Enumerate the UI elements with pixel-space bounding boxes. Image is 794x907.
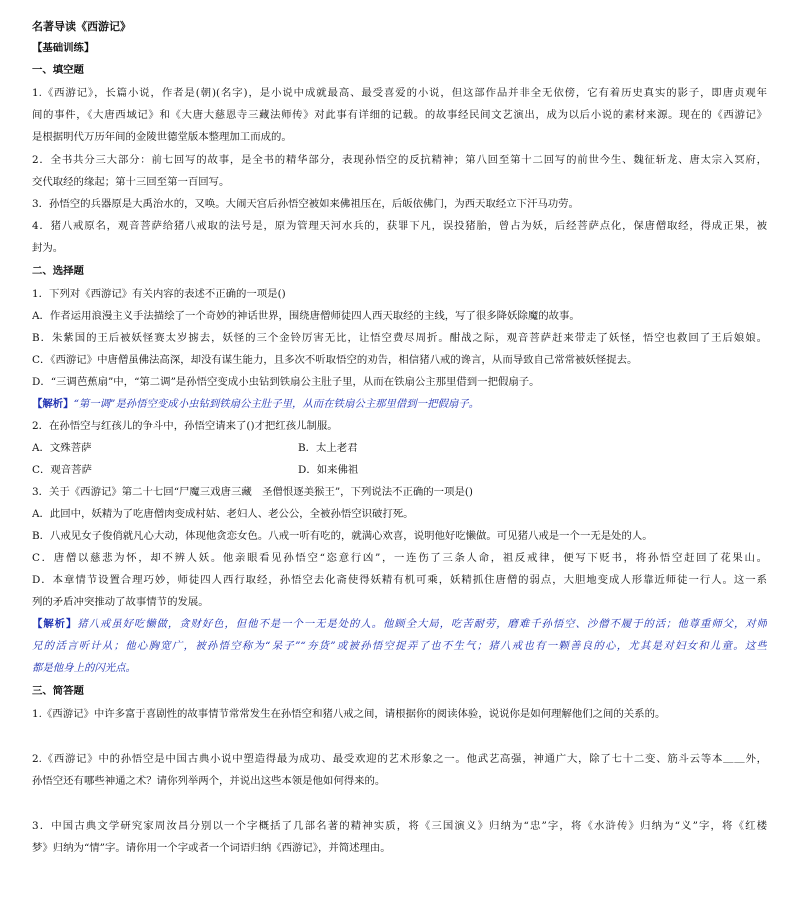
page-title: 名著导读《西游记》 [32,20,131,33]
choice-q2-option-b: B．太上老君 [298,442,358,454]
choice-q2-option-d: D．如来佛祖 [298,464,359,476]
choice-q3-option-c: C．唐僧以慈悲为怀，却不辨人妖。他亲眼看见孙悟空“恣意行凶”，一连伤了三条人命，祖反戒律，便写下贬书，将孙悟空赶回了花果山。 [32,552,767,564]
short-q3-line-2: 梦》归纳为“情”字。请你用一个字或者一个词语归纳《西游记》，并简述理由。 [32,842,391,854]
choice-q3-option-b: B．八戒见女子俊俏就凡心大动，体现他贪恋女色。八戒一听有吃的，就满心欢喜，说明他好吃懒做。可见猪八戒是一个一无是处的人。 [32,530,653,542]
section-subtitle: 【基础训练】 [32,42,95,54]
short-q3-line-1: 3．中国古典文学研究家周汝昌分别以一个字概括了几部名著的精神实质，将《三国演义》归纳为“忠”字，将《水浒传》归纳为“义”字，将《红楼 [32,820,767,832]
explanation-text: “第一调”是孙悟空变成小虫钻到铁扇公主肚子里，从而在铁扇公主那里借到一把假扇子。 [73,398,480,410]
fill-q4-line-2: 封为。 [32,242,64,254]
choice-q3-option-d-line-1: D．本章情节设置合理巧妙，师徒四人西行取经，孙悟空去化斋使得妖精有机可乘，妖精抓住唐僧的弱点，大胆地变成人形靠近师徒一行人。这一系 [32,574,767,586]
choice-q1-option-b: B．朱紫国的王后被妖怪赛太岁掳去，妖怪的三个金铃厉害无比，让悟空费尽周折。酣战之际，观音菩萨赶来带走了妖怪，悟空也救回了王后娘娘。 [32,332,767,344]
choice-q1-option-a: A．作者运用浪漫主义手法描绘了一个奇妙的神话世界，围绕唐僧师徒四人西天取经的主线，写了很多降妖除魔的故事。 [32,310,580,322]
short-q1-line-1: 1.《西游记》中许多富于喜剧性的故事情节常常发生在孙悟空和猪八戒之间，请根据你的阅读体验，说说你是如何理解他们之间的关系的。 [32,708,666,720]
choice-q1-option-d: D．“三调芭蕉扇”中，“第二调”是孙悟空变成小虫钻到铁扇公主肚子里，从而在铁扇公主那里借到一把假扇子。 [32,376,540,388]
heading-choice: 二、选择题 [32,265,84,277]
choice-q3-explanation-line-1 [32,617,767,631]
choice-q3-explanation-line-3: 都是他身上的闪光点。 [32,662,136,674]
explanation-text: 猪八戒虽好吃懒做，贪财好色，但他不是一个一无是处的人。他顾全大局，吃苦耐劳，磨难千孙悟空、沙僧不履于的活；他尊重师父，对师 [77,618,767,630]
fill-q2-line-1: 2．全书共分三大部分：前七回写的故事，是全书的精华部分，表现孙悟空的反抗精神；第八回至第十二回写的前世今生、魏征斩龙、唐太宗入冥府， [32,154,767,166]
short-q2-line-2: 孙悟空还有哪些神通之术？请你列举两个，并说出这些本领是他如何得来的。 [32,775,386,787]
fill-q2-line-2: 交代取经的缘起；第十三回至第一百回写。 [32,176,230,188]
choice-q3-stem: 3．关于《西游记》第二十七回“尸魔三戏唐三藏 圣僧恨逐美猴王”，下列说法不正确的一项是() [32,486,473,498]
fill-q1-line-1: 1.《西游记》，长篇小说，作者是(朝)(名字)，是小说中成就最高、最受喜爱的小说，但这部作品并非全无依傍，它有着历史真实的影子，即唐贞观年 [32,87,767,99]
fill-q1-line-2: 间的事件，《大唐西域记》和《大唐大慈恩寺三藏法师传》对此事有详细的记载。的故事经民间文艺演出，成为以后小说的素材来源。现在的《西游记》 [32,109,767,121]
choice-q3-option-d-line-2: 列的矛盾冲突推动了故事情节的发展。 [32,596,209,608]
heading-short-answer: 三、简答题 [32,685,84,697]
heading-fill-blank: 一、填空题 [32,64,84,76]
choice-q3-explanation-line-2: 兄的活言听计从；他心胸宽广，被孙悟空称为“呆子”“夯货”或被孙悟空捉弄了也不生气；猪八戒也有一颗善良的心，尤其是对妇女和儿童。这些 [32,640,767,652]
fill-q3-line-1: 3．孙悟空的兵器原是大禹治水的，又唤。大闹天宫后孙悟空被如来佛祖压在，后皈依佛门，为西天取经立下汗马功劳。 [32,198,579,210]
choice-q1-option-c: C．《西游记》中唐僧虽佛法高深，却没有谋生能力，且多次不听取悟空的劝告，相信猪八戒的谗言，从而导致自己常常被妖怪捉去。 [32,354,638,366]
explanation-label: 【解析】 [32,398,74,410]
choice-q2-stem: 2．在孙悟空与红孩儿的争斗中，孙悟空请来了()才把红孩儿制服。 [32,420,338,432]
choice-q2-option-a: A．文殊菩萨 [32,442,92,454]
fill-q1-line-3: 是根据明代万历年间的金陵世德堂版本整理加工而成的。 [32,131,292,143]
choice-q1-stem: 1．下列对《西游记》有关内容的表述不正确的一项是() [32,288,286,300]
choice-q3-option-a: A．此回中，妖精为了吃唐僧肉变成村姑、老妇人、老公公，全被孙悟空识破打死。 [32,508,414,520]
explanation-label: 【解析】 [32,618,78,630]
short-q2-line-1: 2.《西游记》中的孙悟空是中国古典小说中塑造得最为成功、最受欢迎的艺术形象之一。他武艺高强，神通广大，除了七十二变、筋斗云等本＿＿外， [32,753,767,765]
choice-q2-option-c: C．观音菩萨 [32,464,92,476]
choice-q1-explanation [32,397,767,411]
fill-q4-line-1: 4．猪八戒原名，观音菩萨给猪八戒取的法号是，原为管理天河水兵的，获罪下凡，误投猪胎，曾占为妖，后经菩萨点化，保唐僧取经，得成正果，被 [32,220,767,232]
